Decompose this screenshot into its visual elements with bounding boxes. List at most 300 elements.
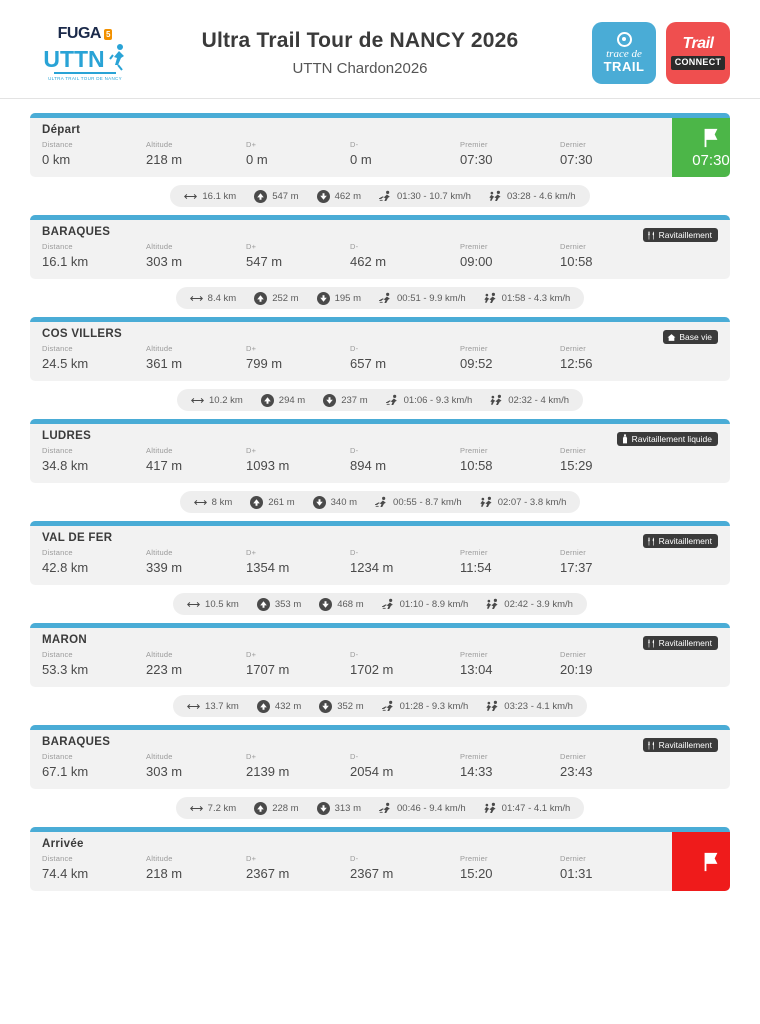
station-dplus-value: 1093 m xyxy=(246,458,290,473)
station-details xyxy=(30,226,730,269)
station-premier xyxy=(460,650,560,677)
station-dminus-value: 0 m xyxy=(350,152,372,167)
station-distance-value: 67.1 km xyxy=(42,764,89,779)
segment-distance xyxy=(190,292,237,305)
station-premier xyxy=(460,446,560,473)
segment-last-value: 02:32 - 4 km/h xyxy=(508,394,569,406)
segment-last-value: 01:58 - 4.3 km/h xyxy=(501,292,571,304)
station-dernier xyxy=(560,650,660,677)
cutlery-icon xyxy=(647,537,656,546)
station-name: BARAQUES xyxy=(42,226,111,238)
station-dplus-value: 1354 m xyxy=(246,560,290,575)
station-dminus-value: 1702 m xyxy=(350,662,394,677)
segment-last-runner xyxy=(489,190,576,203)
segment-first-runner xyxy=(375,496,462,509)
station-distance-label: Distance xyxy=(42,650,73,659)
station-dminus xyxy=(350,650,460,677)
station-dminus-value: 2054 m xyxy=(350,764,394,779)
station-dminus-label: D- xyxy=(350,650,359,659)
segment-dplus-value: 353 m xyxy=(274,598,302,610)
station-name: Départ xyxy=(42,124,81,136)
segment-last-value: 01:47 - 4.1 km/h xyxy=(501,802,571,814)
station-dernier xyxy=(560,242,660,269)
segment-last-value: 03:28 - 4.6 km/h xyxy=(506,190,576,202)
station-dernier-value: 12:56 xyxy=(560,356,593,371)
station-distance xyxy=(42,854,146,881)
station-distance-value: 34.8 km xyxy=(42,458,89,473)
station-distance-label: Distance xyxy=(42,344,73,353)
segment-last-runner xyxy=(490,394,569,407)
segment-dplus-value: 294 m xyxy=(278,394,306,406)
segment-dminus-value: 468 m xyxy=(337,598,364,610)
map-pin-icon xyxy=(617,32,632,47)
station-dernier-label: Dernier xyxy=(560,752,586,761)
station-badge xyxy=(643,228,718,242)
segment-first-value: 01:30 - 10.7 km/h xyxy=(397,190,471,202)
arrow-up-icon xyxy=(250,496,263,509)
station-altitude-value: 223 m xyxy=(146,662,183,677)
flag-icon xyxy=(700,851,722,873)
station-distance xyxy=(42,140,146,167)
station-altitude-label: Altitude xyxy=(146,650,173,659)
connect-logo-line1: Trail xyxy=(682,35,714,53)
fuga-logo-badge: 5 xyxy=(105,29,111,39)
segment-distance-value: 7.2 km xyxy=(207,802,237,814)
station-dernier-value: 20:19 xyxy=(560,662,593,677)
station-dminus-label: D- xyxy=(350,344,359,353)
runner-last-icon xyxy=(486,598,499,611)
station-altitude-value: 303 m xyxy=(146,764,183,779)
segment-dplus xyxy=(254,190,298,203)
arrow-down-icon xyxy=(313,496,326,509)
arrows-icon xyxy=(191,394,204,407)
title-block xyxy=(140,29,580,77)
station-details xyxy=(30,532,730,575)
arrows-icon xyxy=(190,802,203,815)
segment-summary xyxy=(30,797,730,819)
station-card[interactable] xyxy=(30,725,730,789)
fuga-logo-row xyxy=(58,25,113,43)
station-flag-time: 07:30 xyxy=(692,151,730,169)
station-badge xyxy=(663,330,718,344)
segment-first-value: 00:46 - 9.4 km/h xyxy=(397,802,466,814)
uttn-logo-text: UTTN xyxy=(43,46,105,72)
station-altitude xyxy=(146,242,246,269)
segment-dminus xyxy=(323,394,367,407)
runner-first-icon xyxy=(379,802,392,815)
station-altitude-value: 218 m xyxy=(146,866,183,881)
cutlery-icon xyxy=(647,639,656,648)
station-dminus xyxy=(350,548,460,575)
arrow-up-icon xyxy=(257,598,270,611)
station-distance xyxy=(42,752,146,779)
segment-first-runner xyxy=(382,700,469,713)
station-dernier xyxy=(560,140,660,167)
station-premier xyxy=(460,548,560,575)
station-distance-value: 53.3 km xyxy=(42,662,89,677)
segment-dminus xyxy=(319,700,363,713)
station-dplus-label: D+ xyxy=(246,140,257,149)
station-dminus xyxy=(350,242,460,269)
station-altitude-label: Altitude xyxy=(146,242,173,251)
segment-distance xyxy=(187,700,239,713)
runner-first-icon xyxy=(379,190,392,203)
segment-first-value: 01:10 - 8.9 km/h xyxy=(399,598,469,610)
station-premier-label: Premier xyxy=(460,242,488,251)
arrow-down-icon xyxy=(319,700,332,713)
arrow-down-icon xyxy=(319,598,332,611)
arrow-up-icon xyxy=(257,700,270,713)
uttn-logo-row xyxy=(43,43,126,71)
station-dminus xyxy=(350,344,460,371)
station-dplus-value: 0 m xyxy=(246,152,268,167)
segment-dplus-value: 252 m xyxy=(272,292,299,304)
station-premier xyxy=(460,854,560,881)
segment-dminus xyxy=(313,496,357,509)
segment-summary xyxy=(30,695,730,717)
station-name: BARAQUES xyxy=(42,736,111,748)
segment-summary xyxy=(30,491,730,513)
station-distance xyxy=(42,344,146,371)
station-badge xyxy=(643,738,718,752)
segment-summary xyxy=(30,389,730,411)
arrow-down-icon xyxy=(317,190,330,203)
station-dernier-label: Dernier xyxy=(560,344,586,353)
station-card[interactable] xyxy=(30,827,730,891)
roadbook-list xyxy=(0,99,760,891)
station-dplus xyxy=(246,446,350,473)
station-badge-label: Ravitaillement xyxy=(658,230,712,240)
station-premier-value: 07:30 xyxy=(460,152,493,167)
station-dernier-label: Dernier xyxy=(560,650,586,659)
station-dernier-label: Dernier xyxy=(560,140,586,149)
segment-last-value: 02:42 - 3.9 km/h xyxy=(504,598,573,610)
station-badge-label: Ravitaillement liquide xyxy=(631,434,712,444)
station-distance-label: Distance xyxy=(42,548,73,557)
runner-first-icon xyxy=(379,292,392,305)
station-distance xyxy=(42,446,146,473)
station-altitude xyxy=(146,344,246,371)
station-name: VAL DE FER xyxy=(42,532,113,544)
fuga-logo-text: FUGA xyxy=(57,25,101,42)
segment-first-value: 00:51 - 9.9 km/h xyxy=(397,292,466,304)
station-premier-value: 13:04 xyxy=(460,662,493,677)
segment-distance-value: 8.4 km xyxy=(207,292,237,304)
station-altitude xyxy=(146,446,246,473)
station-dminus-label: D- xyxy=(350,140,359,149)
trace-de-trail-logo[interactable] xyxy=(592,22,656,84)
station-dminus-value: 894 m xyxy=(350,458,387,473)
runner-first-icon xyxy=(382,700,395,713)
station-dminus-label: D- xyxy=(350,752,359,761)
trace-logo-line1: trace de xyxy=(606,47,642,60)
station-premier-label: Premier xyxy=(460,548,488,557)
station-dminus-label: D- xyxy=(350,242,359,251)
arrows-icon xyxy=(187,700,200,713)
runner-icon xyxy=(109,43,127,71)
home-icon xyxy=(667,333,676,342)
station-dplus-value: 547 m xyxy=(246,254,283,269)
station-altitude-label: Altitude xyxy=(146,548,173,557)
station-card[interactable] xyxy=(30,113,730,177)
segment-distance xyxy=(191,394,243,407)
station-dminus-value: 462 m xyxy=(350,254,387,269)
station-name: MARON xyxy=(42,634,87,646)
station-premier-value: 10:58 xyxy=(460,458,493,473)
station-dminus xyxy=(350,446,460,473)
logo-divider xyxy=(54,72,116,74)
station-dplus-label: D+ xyxy=(246,650,257,659)
station-altitude-label: Altitude xyxy=(146,140,173,149)
station-card[interactable] xyxy=(30,317,730,381)
station-badge xyxy=(643,534,718,548)
segment-last-runner xyxy=(486,700,573,713)
cutlery-icon xyxy=(647,741,656,750)
station-dernier-label: Dernier xyxy=(560,446,586,455)
station-altitude-label: Altitude xyxy=(146,446,173,455)
station-flag-red xyxy=(672,832,730,891)
segment-first-runner xyxy=(379,802,466,815)
page-title: Ultra Trail Tour de NANCY 2026 xyxy=(201,29,519,52)
segment-first-runner xyxy=(386,394,473,407)
segment-last-value: 02:07 - 3.8 km/h xyxy=(497,496,567,508)
station-name: COS VILLERS xyxy=(42,328,122,340)
station-dplus xyxy=(246,140,350,167)
station-card[interactable] xyxy=(30,521,730,585)
arrow-up-icon xyxy=(254,190,267,203)
station-name: Arrivée xyxy=(42,838,84,850)
station-dplus-label: D+ xyxy=(246,242,257,251)
station-dplus-label: D+ xyxy=(246,446,257,455)
segment-dplus xyxy=(254,292,298,305)
station-premier-label: Premier xyxy=(460,650,488,659)
segment-dplus xyxy=(254,802,298,815)
station-distance-value: 16.1 km xyxy=(42,254,89,269)
flag-icon xyxy=(700,127,722,149)
segment-dminus xyxy=(317,292,361,305)
partner-logos xyxy=(580,22,730,84)
station-dernier-value: 07:30 xyxy=(560,152,593,167)
station-badge-label: Ravitaillement xyxy=(658,740,712,750)
arrow-down-icon xyxy=(323,394,336,407)
segment-first-runner xyxy=(379,292,466,305)
station-details xyxy=(30,634,730,677)
runner-last-icon xyxy=(480,496,493,509)
runner-first-icon xyxy=(375,496,388,509)
segment-distance xyxy=(194,496,233,509)
station-dernier-value: 10:58 xyxy=(560,254,593,269)
station-dernier-value: 17:37 xyxy=(560,560,593,575)
station-dplus-value: 2139 m xyxy=(246,764,290,779)
station-details xyxy=(30,736,730,779)
trail-connect-logo[interactable] xyxy=(666,22,730,84)
station-premier xyxy=(460,344,560,371)
station-badge xyxy=(617,432,718,446)
runner-last-icon xyxy=(484,802,497,815)
station-dplus-label: D+ xyxy=(246,344,257,353)
station-distance-value: 42.8 km xyxy=(42,560,89,575)
station-altitude-value: 417 m xyxy=(146,458,183,473)
station-altitude-value: 339 m xyxy=(146,560,183,575)
segment-last-runner xyxy=(484,292,571,305)
station-premier-value: 09:52 xyxy=(460,356,493,371)
segment-dplus-value: 228 m xyxy=(272,802,299,814)
segment-dminus xyxy=(319,598,363,611)
runner-last-icon xyxy=(489,190,502,203)
station-altitude-label: Altitude xyxy=(146,854,173,863)
station-dernier xyxy=(560,752,660,779)
segment-first-value: 01:06 - 9.3 km/h xyxy=(403,394,473,406)
arrow-up-icon xyxy=(261,394,274,407)
station-altitude xyxy=(146,752,246,779)
segment-dminus-value: 237 m xyxy=(341,394,368,406)
station-dernier xyxy=(560,446,660,473)
segment-dplus xyxy=(250,496,294,509)
segment-dminus xyxy=(317,190,361,203)
station-distance xyxy=(42,650,146,677)
station-altitude xyxy=(146,548,246,575)
segment-distance-value: 8 km xyxy=(211,496,233,508)
segment-summary xyxy=(30,593,730,615)
station-distance-value: 74.4 km xyxy=(42,866,89,881)
station-dminus-label: D- xyxy=(350,548,359,557)
page-subtitle: UTTN Chardon2026 xyxy=(292,60,428,77)
station-dplus xyxy=(246,854,350,881)
segment-dminus-value: 340 m xyxy=(330,496,358,508)
station-dminus xyxy=(350,140,460,167)
segment-distance-value: 13.7 km xyxy=(205,700,239,712)
station-dplus xyxy=(246,752,350,779)
segment-dplus-value: 432 m xyxy=(274,700,302,712)
station-distance-label: Distance xyxy=(42,752,73,761)
station-dernier xyxy=(560,548,660,575)
station-premier-value: 09:00 xyxy=(460,254,493,269)
bottle-icon xyxy=(621,434,629,444)
segment-distance-value: 16.1 km xyxy=(202,190,237,202)
station-card[interactable] xyxy=(30,419,730,483)
segment-distance-value: 10.5 km xyxy=(205,598,239,610)
runner-first-icon xyxy=(382,598,395,611)
segment-dminus-value: 195 m xyxy=(334,292,361,304)
station-badge-label: Ravitaillement xyxy=(658,536,712,546)
station-premier-label: Premier xyxy=(460,344,488,353)
segment-dminus-value: 313 m xyxy=(334,802,361,814)
runner-first-icon xyxy=(386,394,399,407)
station-dernier-value: 01:31 xyxy=(560,866,593,881)
arrow-down-icon xyxy=(317,292,330,305)
segment-dminus-value: 462 m xyxy=(334,190,361,202)
cutlery-icon xyxy=(647,231,656,240)
segment-last-runner xyxy=(486,598,573,611)
segment-summary xyxy=(30,287,730,309)
station-altitude-label: Altitude xyxy=(146,752,173,761)
station-dplus-label: D+ xyxy=(246,548,257,557)
station-altitude-label: Altitude xyxy=(146,344,173,353)
station-dplus-value: 799 m xyxy=(246,356,283,371)
station-details xyxy=(30,838,672,881)
station-premier-label: Premier xyxy=(460,854,488,863)
station-dminus-value: 1234 m xyxy=(350,560,394,575)
station-premier-label: Premier xyxy=(460,446,488,455)
station-dminus xyxy=(350,752,460,779)
station-altitude xyxy=(146,854,246,881)
station-card[interactable] xyxy=(30,215,730,279)
segment-first-runner xyxy=(382,598,469,611)
station-premier-value: 15:20 xyxy=(460,866,493,881)
station-premier-value: 11:54 xyxy=(460,560,492,575)
station-altitude xyxy=(146,140,246,167)
station-altitude-value: 361 m xyxy=(146,356,183,371)
station-card[interactable] xyxy=(30,623,730,687)
station-premier xyxy=(460,752,560,779)
arrows-icon xyxy=(184,190,197,203)
segment-distance-value: 10.2 km xyxy=(209,394,243,406)
uttn-logo xyxy=(30,25,140,81)
page-header xyxy=(0,0,760,99)
segment-last-value: 03:23 - 4.1 km/h xyxy=(504,700,573,712)
station-dplus-label: D+ xyxy=(246,752,257,761)
station-dernier xyxy=(560,854,660,881)
station-dernier-value: 23:43 xyxy=(560,764,593,779)
station-dminus-value: 2367 m xyxy=(350,866,394,881)
station-premier-label: Premier xyxy=(460,140,488,149)
segment-first-value: 01:28 - 9.3 km/h xyxy=(399,700,469,712)
station-badge xyxy=(643,636,718,650)
station-dminus-label: D- xyxy=(350,854,359,863)
station-dminus-value: 657 m xyxy=(350,356,387,371)
station-dminus-label: D- xyxy=(350,446,359,455)
trace-logo-line2: TRAIL xyxy=(603,59,645,75)
segment-last-runner xyxy=(484,802,571,815)
runner-last-icon xyxy=(486,700,499,713)
station-distance-label: Distance xyxy=(42,854,73,863)
station-dplus-label: D+ xyxy=(246,854,257,863)
station-badge-label: Base vie xyxy=(679,332,712,342)
segment-dplus xyxy=(257,598,301,611)
station-badge-label: Ravitaillement xyxy=(658,638,712,648)
segment-summary xyxy=(30,185,730,207)
segment-dplus xyxy=(257,700,301,713)
station-distance xyxy=(42,548,146,575)
arrows-icon xyxy=(194,496,207,509)
station-dernier-label: Dernier xyxy=(560,854,586,863)
station-dernier xyxy=(560,344,660,371)
station-altitude-value: 303 m xyxy=(146,254,183,269)
station-premier-label: Premier xyxy=(460,752,488,761)
uttn-logo-subtitle: ULTRA TRAIL TOUR DE NANCY xyxy=(48,76,122,81)
station-premier xyxy=(460,140,560,167)
segment-distance xyxy=(184,190,236,203)
station-details xyxy=(30,328,730,371)
segment-dminus xyxy=(317,802,361,815)
station-distance-label: Distance xyxy=(42,446,73,455)
segment-dminus-value: 352 m xyxy=(337,700,364,712)
station-details xyxy=(30,124,672,167)
segment-last-runner xyxy=(480,496,567,509)
station-premier xyxy=(460,242,560,269)
station-dplus-value: 2367 m xyxy=(246,866,290,881)
arrow-up-icon xyxy=(254,292,267,305)
station-dernier-label: Dernier xyxy=(560,548,586,557)
station-altitude xyxy=(146,650,246,677)
station-distance xyxy=(42,242,146,269)
station-name: LUDRES xyxy=(42,430,92,442)
station-distance-label: Distance xyxy=(42,242,73,251)
runner-last-icon xyxy=(490,394,503,407)
station-dernier-label: Dernier xyxy=(560,242,586,251)
segment-dplus-value: 547 m xyxy=(272,190,299,202)
station-flag-green xyxy=(672,118,730,177)
